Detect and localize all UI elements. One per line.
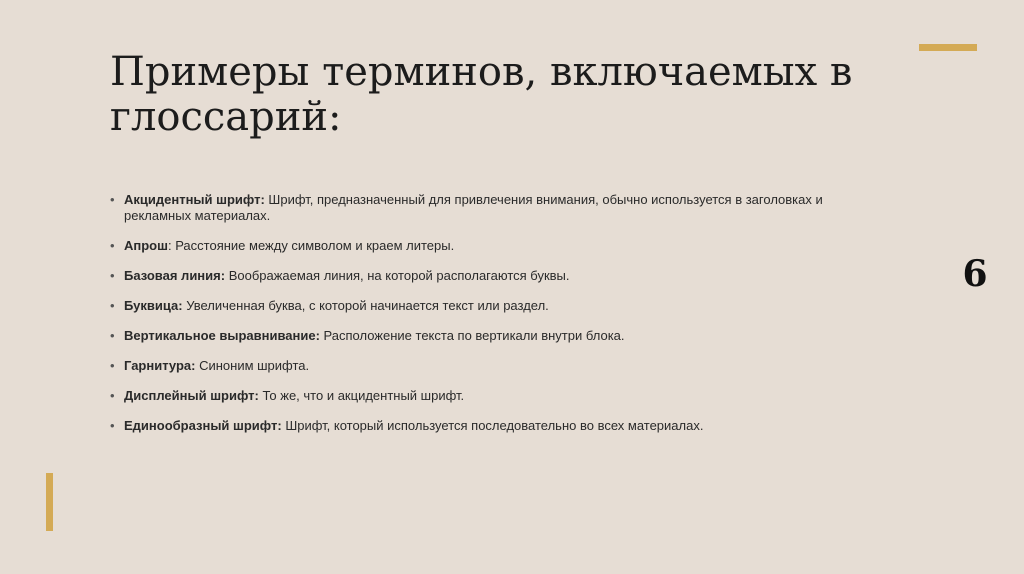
- slide-title: Примеры терминов, включаемых в глоссарий:: [110, 49, 853, 140]
- glossary-term: [110, 418, 830, 434]
- term-name: Единообразный шрифт:: [124, 418, 282, 433]
- term-name: Буквица:: [124, 298, 183, 313]
- term-definition: Воображаемая линия, на которой располагаются буквы.: [225, 268, 570, 283]
- accent-bar-bottom: [46, 473, 53, 531]
- bullet: •: [110, 328, 115, 343]
- bullet: •: [110, 358, 115, 373]
- accent-bar-top: [919, 44, 977, 51]
- bullet: •: [110, 298, 115, 313]
- term-definition: Синоним шрифта.: [195, 358, 310, 373]
- term-name: Гарнитура:: [124, 358, 196, 373]
- term-definition: Шрифт, предназначенный для привлечения внимания, обычно используется в заголовках и рекламных материалах.: [124, 192, 823, 223]
- bullet: •: [110, 238, 115, 253]
- bullet: •: [110, 388, 115, 403]
- term-definition: Расположение текста по вертикали внутри блока.: [319, 328, 625, 343]
- bullet: •: [110, 192, 115, 207]
- term-definition: : Расстояние между символом и краем литеры.: [167, 238, 455, 253]
- term-name: Акцидентный шрифт:: [124, 192, 265, 207]
- term-definition: Шрифт, который используется последовательно во всех материалах.: [281, 418, 704, 433]
- term-name: Вертикальное выравнивание:: [124, 328, 320, 343]
- glossary-term-list: [110, 192, 830, 448]
- glossary-term: [110, 238, 830, 254]
- term-name: Дисплейный шрифт:: [124, 388, 259, 403]
- bullet: •: [110, 418, 115, 433]
- glossary-term: [110, 358, 830, 374]
- glossary-term: [110, 328, 830, 344]
- bullet: •: [110, 268, 115, 283]
- term-definition: То же, что и акцидентный шрифт.: [258, 388, 465, 403]
- term-definition: Увеличенная буква, с которой начинается текст или раздел.: [182, 298, 549, 313]
- glossary-term: [110, 268, 830, 284]
- glossary-term: [110, 192, 830, 224]
- glossary-term: [110, 298, 830, 314]
- glossary-term: [110, 388, 830, 404]
- term-name: Базовая линия:: [124, 268, 226, 283]
- page-number: 6: [962, 253, 988, 295]
- term-name: Апрош: [124, 238, 168, 253]
